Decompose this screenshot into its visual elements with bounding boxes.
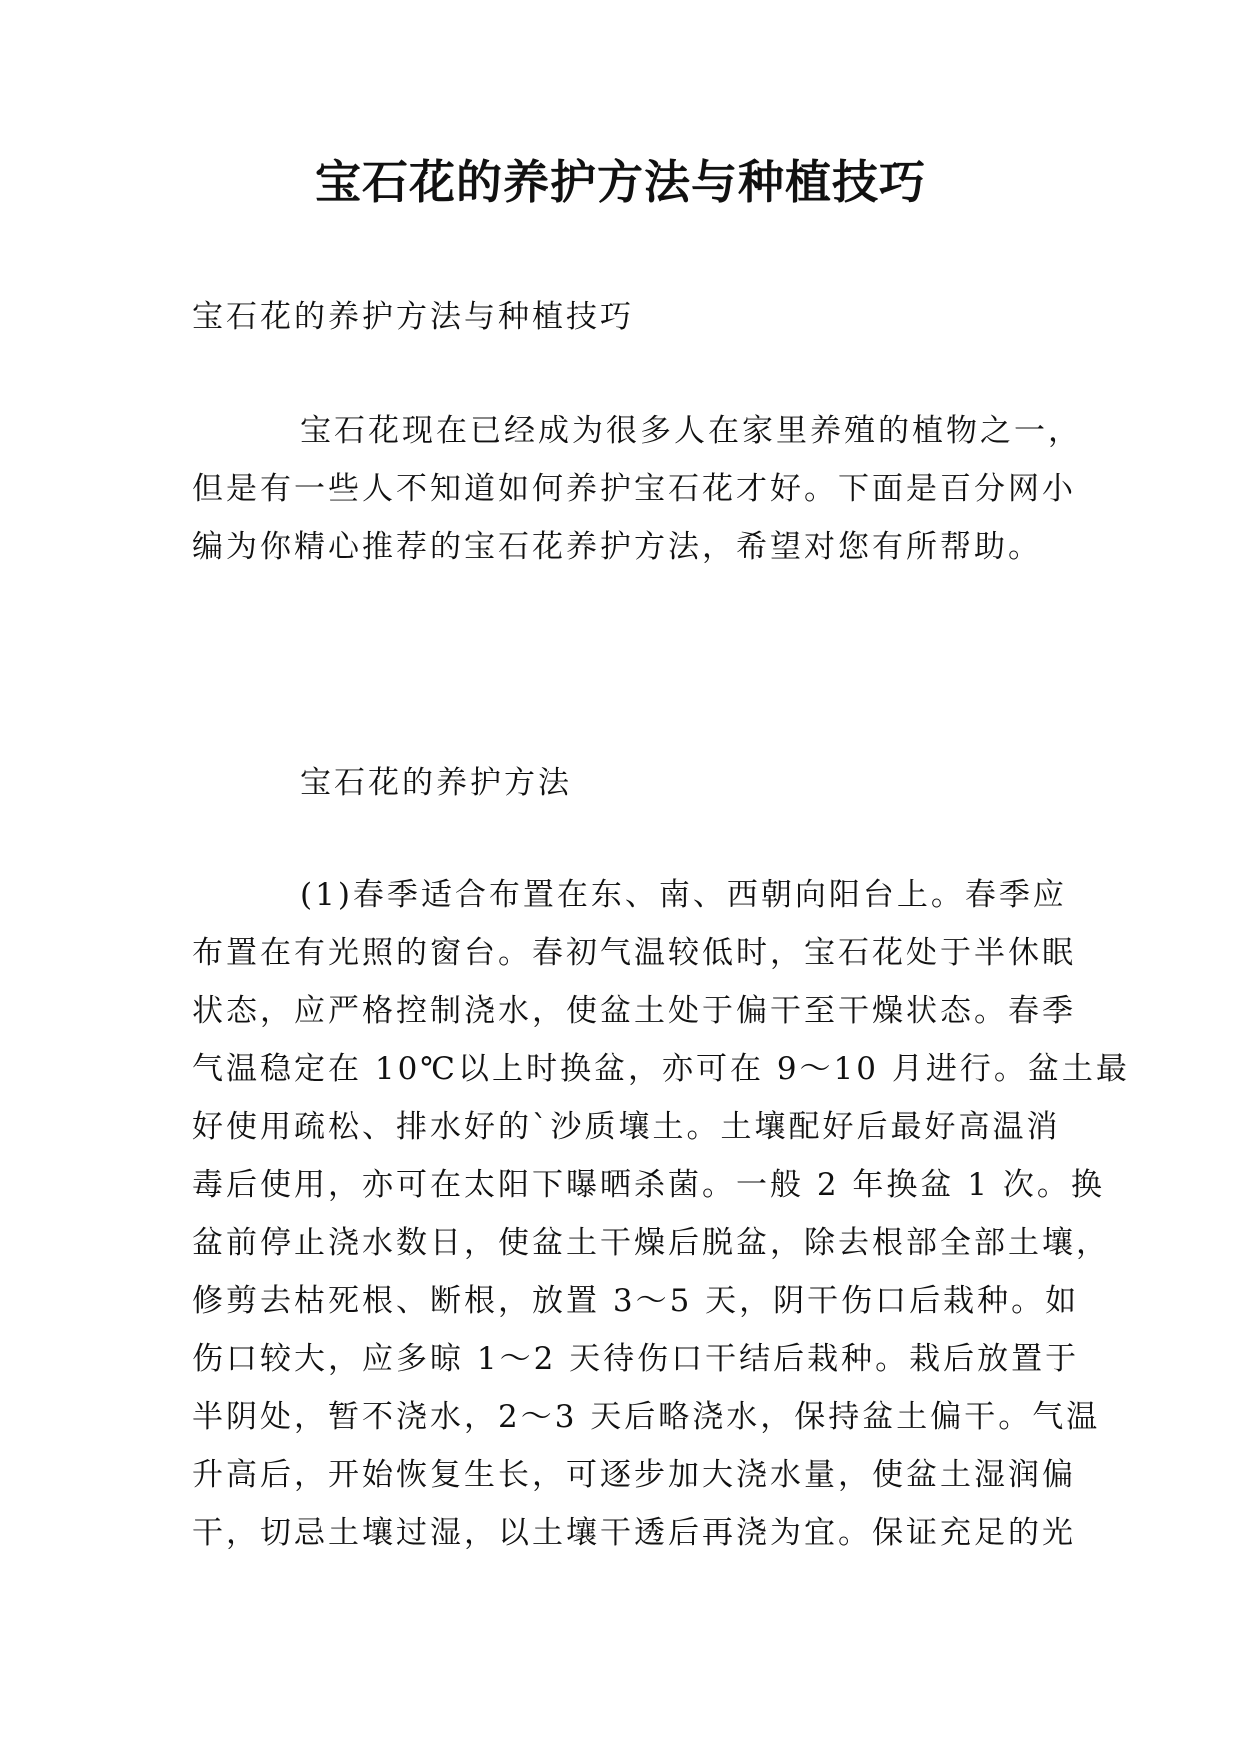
document-subtitle: 宝石花的养护方法与种植技巧 xyxy=(192,299,634,335)
intro-paragraph xyxy=(192,402,1082,576)
document-title: 宝石花的养护方法与种植技巧 xyxy=(315,155,926,209)
section-heading: 宝石花的养护方法 xyxy=(300,765,572,801)
paragraph-line: (1)春季适合布置在东、南、西朝向阳台上。春季应 xyxy=(300,877,1067,913)
paragraph-line: 编为你精心推荐的宝石花养护方法，希望对您有所帮助。 xyxy=(192,529,1042,565)
paragraph-line: 升高后，开始恢复生长，可逐步加大浇水量，使盆土湿润偏 xyxy=(192,1457,1076,1493)
spring-care-paragraph xyxy=(192,866,1130,1562)
paragraph-line: 气温稳定在 10℃以上时换盆，亦可在 9～10 月进行。盆土最 xyxy=(192,1051,1130,1087)
paragraph-line: 干，切忌土壤过湿，以土壤干透后再浇为宜。保证充足的光 xyxy=(192,1515,1076,1551)
paragraph-line: 修剪去枯死根、断根，放置 3～5 天，阴干伤口后栽种。如 xyxy=(192,1283,1080,1319)
paragraph-line: 状态，应严格控制浇水，使盆土处于偏干至干燥状态。春季 xyxy=(192,993,1076,1029)
paragraph-line: 毒后使用，亦可在太阳下曝晒杀菌。一般 2 年换盆 1 次。换 xyxy=(192,1167,1105,1203)
paragraph-line: 但是有一些人不知道如何养护宝石花才好。下面是百分网小 xyxy=(192,471,1076,507)
paragraph-line: 伤口较大，应多晾 1～2 天待伤口干结后栽种。栽后放置于 xyxy=(192,1341,1080,1377)
paragraph-line: 好使用疏松、排水好的`沙质壤土。土壤配好后最好高温消 xyxy=(192,1109,1061,1145)
paragraph-line: 布置在有光照的窗台。春初气温较低时，宝石花处于半休眠 xyxy=(192,935,1076,971)
paragraph-line: 盆前停止浇水数日，使盆土干燥后脱盆，除去根部全部土壤， xyxy=(192,1225,1110,1261)
paragraph-line: 半阴处，暂不浇水，2～3 天后略浇水，保持盆土偏干。气温 xyxy=(192,1399,1101,1435)
paragraph-line: 宝石花现在已经成为很多人在家里养殖的植物之一， xyxy=(300,413,1082,449)
